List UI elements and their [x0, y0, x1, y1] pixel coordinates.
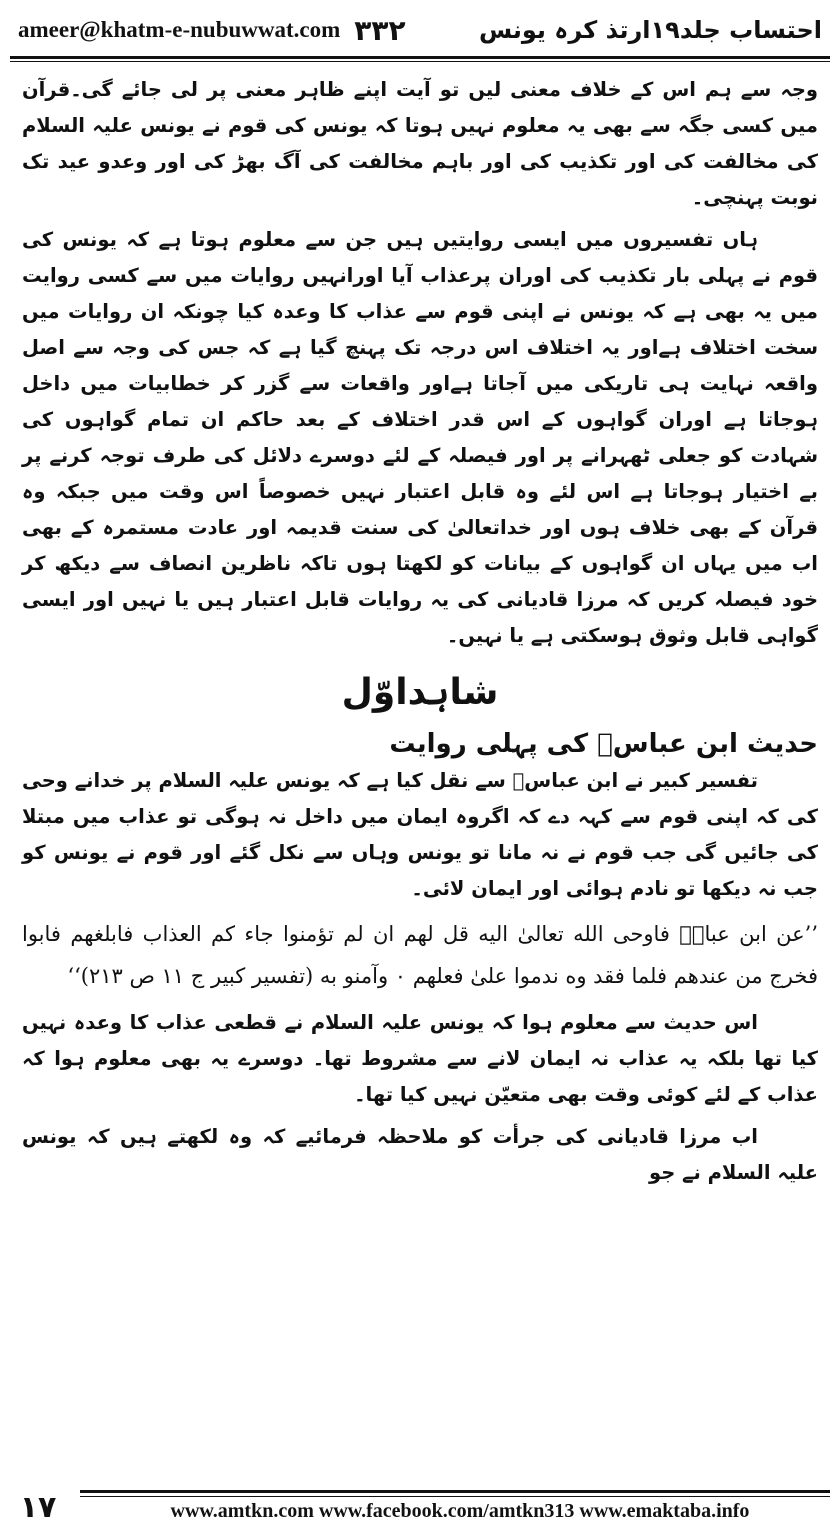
paragraph-5: اب مرزا قادیانی کی جرأت کو ملاحظہ فرمائیے کہ وہ لکھتے ہیں کہ یونس علیہ السلام نے جو	[22, 1125, 818, 1184]
running-title: احتساب جلد۱۹ارتذ کرہ یونس	[478, 16, 822, 44]
footer-rule-thin	[80, 1496, 830, 1497]
paragraph-3: تفسیر کبیر نے ابن عباسؓ سے نقل کیا ہے کہ یونس علیہ السلام پر خدانے وحی کی کہ اپنی قوم سے کہہ دے کہ اگروہ ایمان میں داخل نہ ہوگی تو عذاب میں مبتلا کی جائیں گی جب قوم نے نہ مانا تو یونس وہاں سے نکل گئے اور قوم نے یونس کو جب نہ دیکھا تو نادم ہوائی اور ایمان لائی۔	[22, 769, 818, 900]
sub-heading: حدیث ابن عباسؓ کی پہلی روایت	[389, 729, 818, 759]
header-left	[18, 14, 406, 47]
header-rule-thin	[10, 61, 830, 62]
footer-rules	[80, 1490, 830, 1497]
page-body	[22, 72, 818, 1477]
page-footer	[10, 1484, 830, 1530]
paragraph-4: اس حدیث سے معلوم ہوا کہ یونس علیہ السلام نے قطعی عذاب کا وعدہ نہیں کیا تھا بلکہ یہ عذاب نہ ایمان لانے سے مشروط تھا۔ دوسرے یہ بھی معلوم ہوا کہ عذاب کے لئے کوئی وقت بھی متعیّن نہیں کیا تھا۔	[22, 1011, 818, 1106]
footer-page-marker: ۱۷	[19, 1489, 57, 1525]
footer-rule	[80, 1490, 830, 1493]
header-rule	[10, 56, 830, 59]
arabic-quote: ’’عن ابن عباسؓ فاوحی الله تعالیٰ الیه قل لهم ان لم تؤمنوا جاء کم العذاب فابلغهم فابوا فخرج من عندهم فلما فقد وه ندموا علیٰ فعلهم ۰ وآمنو به (تفسیر کبیر ج ۱۱ ص ۲۱۳)‘‘	[22, 922, 818, 988]
header-page-number: ۳۳۲	[354, 13, 406, 47]
paragraph-2: ہاں تفسیروں میں ایسی روایتیں ہیں جن سے معلوم ہوتا ہے کہ یونس کی قوم نے پہلی بار تکذیب کی اوران پرعذاب آیا اورانہیں روایات میں سے کسی روایت میں یہ بھی ہے کہ یونس نے اپنی قوم سے عذاب کا وعدہ کیا چونکہ ان روایات میں سخت اختلاف ہےاور یہ اختلاف اس درجہ تک پہنچ گیا ہے کہ جس کی وجہ سے اصل واقعہ نہایت ہی تاریکی میں آجاتا ہےاور واقعات سے گزر کر خطابیات میں داخل ہوجاتا ہے اوران گواہوں کے اس قدر اختلاف کے بعد حاکم ان تمام گواہوں کی شہادت کو جعلی ٹھہرانے پر اور فیصلہ کے لئے دوسرے دلائل کی طرف توجہ کرنے پر بے اختیار ہوجاتا ہے اس لئے وہ قابل اعتبار نہیں خصوصاً اس وقت میں جبکہ وہ قرآن کے بھی خلاف ہوں اور خداتعالیٰ کی سنت قدیمہ اور عادت مستمرہ کے بھی اب میں یہاں ان گواہوں کے بیانات کو لکھتا ہوں تاکہ ناظرین انصاف سے دیکھ کر خود فیصلہ کریں کہ مرزا قادیانی کی یہ روایات قابل اعتبار ہیں یا نہیں اور ایسی گواہی قابل وثوق ہوسکتی ہے یا نہیں۔	[22, 228, 818, 647]
page-header	[18, 8, 822, 52]
footer-links[interactable]: www.amtkn.com www.facebook.com/amtkn313 www.emaktaba.info	[170, 1500, 750, 1522]
paragraph-1: وجہ سے ہم اس کے خلاف معنی لیں تو آیت اپنے ظاہر معنی پر لی جائے گی۔قرآن میں کسی جگہ سے بھی یہ معلوم نہیں ہوتا کہ یونس کی قوم نے یونس علیہ السلام کی مخالفت کی اور تکذیب کی اور باہم مخالفت کی آگ بھڑ کی اور وعدو عید تک نوبت پہنچی۔	[22, 78, 818, 209]
header-email: ameer@khatm-e-nubuwwat.com	[18, 17, 341, 42]
section-heading: شاہداوّل	[341, 672, 499, 713]
